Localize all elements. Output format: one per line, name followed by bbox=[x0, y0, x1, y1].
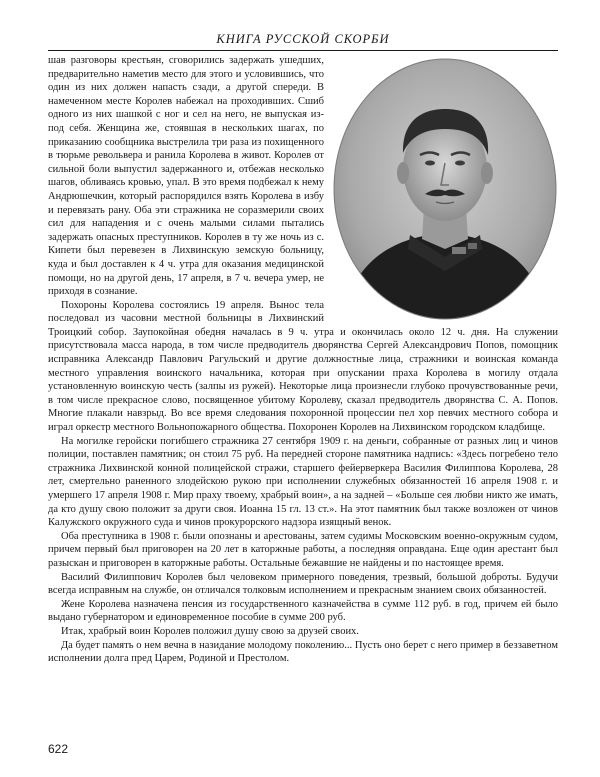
page-number: 622 bbox=[48, 742, 69, 756]
paragraph-6: Жене Королева назначена пенсия из государственного казначейства в сумме 112 руб. в год, причем ей было выдано губернатором и единовременное пособие в сумме 200 руб. bbox=[48, 598, 558, 624]
page-body bbox=[48, 54, 558, 666]
paragraph-2: Похороны Королева состоялись 19 апреля. Вынос тела последовал из часовни местной больницы в Лихвинский Троицкий собор. Заупокойная обедня началась в 9 ч. утра и окончилась около 12 ч. дня. На служении присутствовала масса народа, в том числе предводитель дворянства Сергей Александрович Попов, помощник исправника Александр Павлович Рагульский и другие должностные лица, стражники и воинская команда местного управления воинского начальника, которая при опускании праха Королева в могилу отдала установленную воинскую честь (залпы из ружей). Некоторые лица произнесли глубоко прочувствованные речи, в том числе прекрасное слово, посвященное убитому Королеву, сказал предводитель дворянства С. А. Попов. Многие плакали навзрыд. Во все время следования похоронной процессии пел хор певчих местного собора и играл оркестр местного Вольнопожарного общества. Похоронен Королев на Лихвинском городском кладбище. bbox=[48, 299, 558, 434]
paragraph-4: Оба преступника в 1908 г. были опознаны и арестованы, затем судимы Московским военно-окружным судом, причем первый был приговорен на 20 лет в каторжные работы, а последняя оправдана. Еще один арестант был разыскан и приговорен в каторжные работы. Остальные бежавшие не найдены и по настоящее время. bbox=[48, 530, 558, 569]
portrait-image bbox=[332, 57, 558, 321]
running-header bbox=[48, 30, 558, 51]
running-header-title: КНИГА РУССКОЙ СКОРБИ bbox=[216, 32, 390, 46]
paragraph-1: шав разговоры крестьян, сговорились задержать ушедших, предварительно наметив место для этого и условившись, что один из них должен напасть сзади, а другой спереди. В намеченном месте Королев набежал на проходивших. Сшиб одного из них шашкой с ног и сел на него, не выпуская из-под себя. Женщина же, стоявшая в нескольких шагах, по приказанию сообщника выстрелила три раза из похищенного в тюрьме револьвера и ранила Королева в живот. Королев от сильной боли выпустил задержанного и, отбежав несколько шагов, обливаясь кровью, упал. В это время подбежал к нему Андрюшечкин, который распорядился взять Королева в избу и перевязать рану. Оба эти стражника не соразмерили своих сил для нападения и с очень малыми силами пытались задержать опасных преступников. Королев в ту же ночь из с. Кипети был перевезен в Лихвинскую земскую больницу, куда и был доставлен к 4 ч. утра для оказания медицинской помощи, но на другой день, 17 апреля, в 7 ч. вечера умер, не приходя в сознание. bbox=[48, 55, 324, 298]
paragraph-7: Итак, храбрый воин Королев положил душу свою за друзей своих. bbox=[61, 625, 359, 637]
paragraph-3: На могилке геройски погибшего стражника 27 сентября 1909 г. на деньги, собранные от разных лиц и чинов полиции, поставлен памятник; он стоил 75 руб. На передней стороне памятника надпись: «Здесь погребено тело стражника Лихвинской конной полицейской стражи, старшего фейерверкера Василия Филиппова Королева, 28 лет, смертельно раненного злодейскою рукою при исполнении служебных обязанностей 16 апреля 1908 г. и умершего 17 апреля 1908 г. Мир праху твоему, храбрый воин», а на задней – «Больше сея любви никто же имать, да кто душу свою положит за други своя. Иоанна 15 гл. 13 ст.». На этот памятник был также возложен от чинов Калужского окружного суда и чинов прокурорского надзора изящный венок. bbox=[48, 435, 558, 529]
paragraph-5: Василий Филиппович Королев был человеком примерного поведения, трезвый, большой доброты. Будучи всегда исправным на службе, он отличался толковым исполнением и прекрасным знанием своих обязанностей. bbox=[48, 571, 558, 597]
paragraph-8: Да будет память о нем вечна в назидание молодому поколению... Пусть оно берет с него пример в беззаветном исполнении долга пред Царем, Родиной и Престолом. bbox=[48, 639, 558, 665]
portrait-photo bbox=[332, 57, 558, 321]
